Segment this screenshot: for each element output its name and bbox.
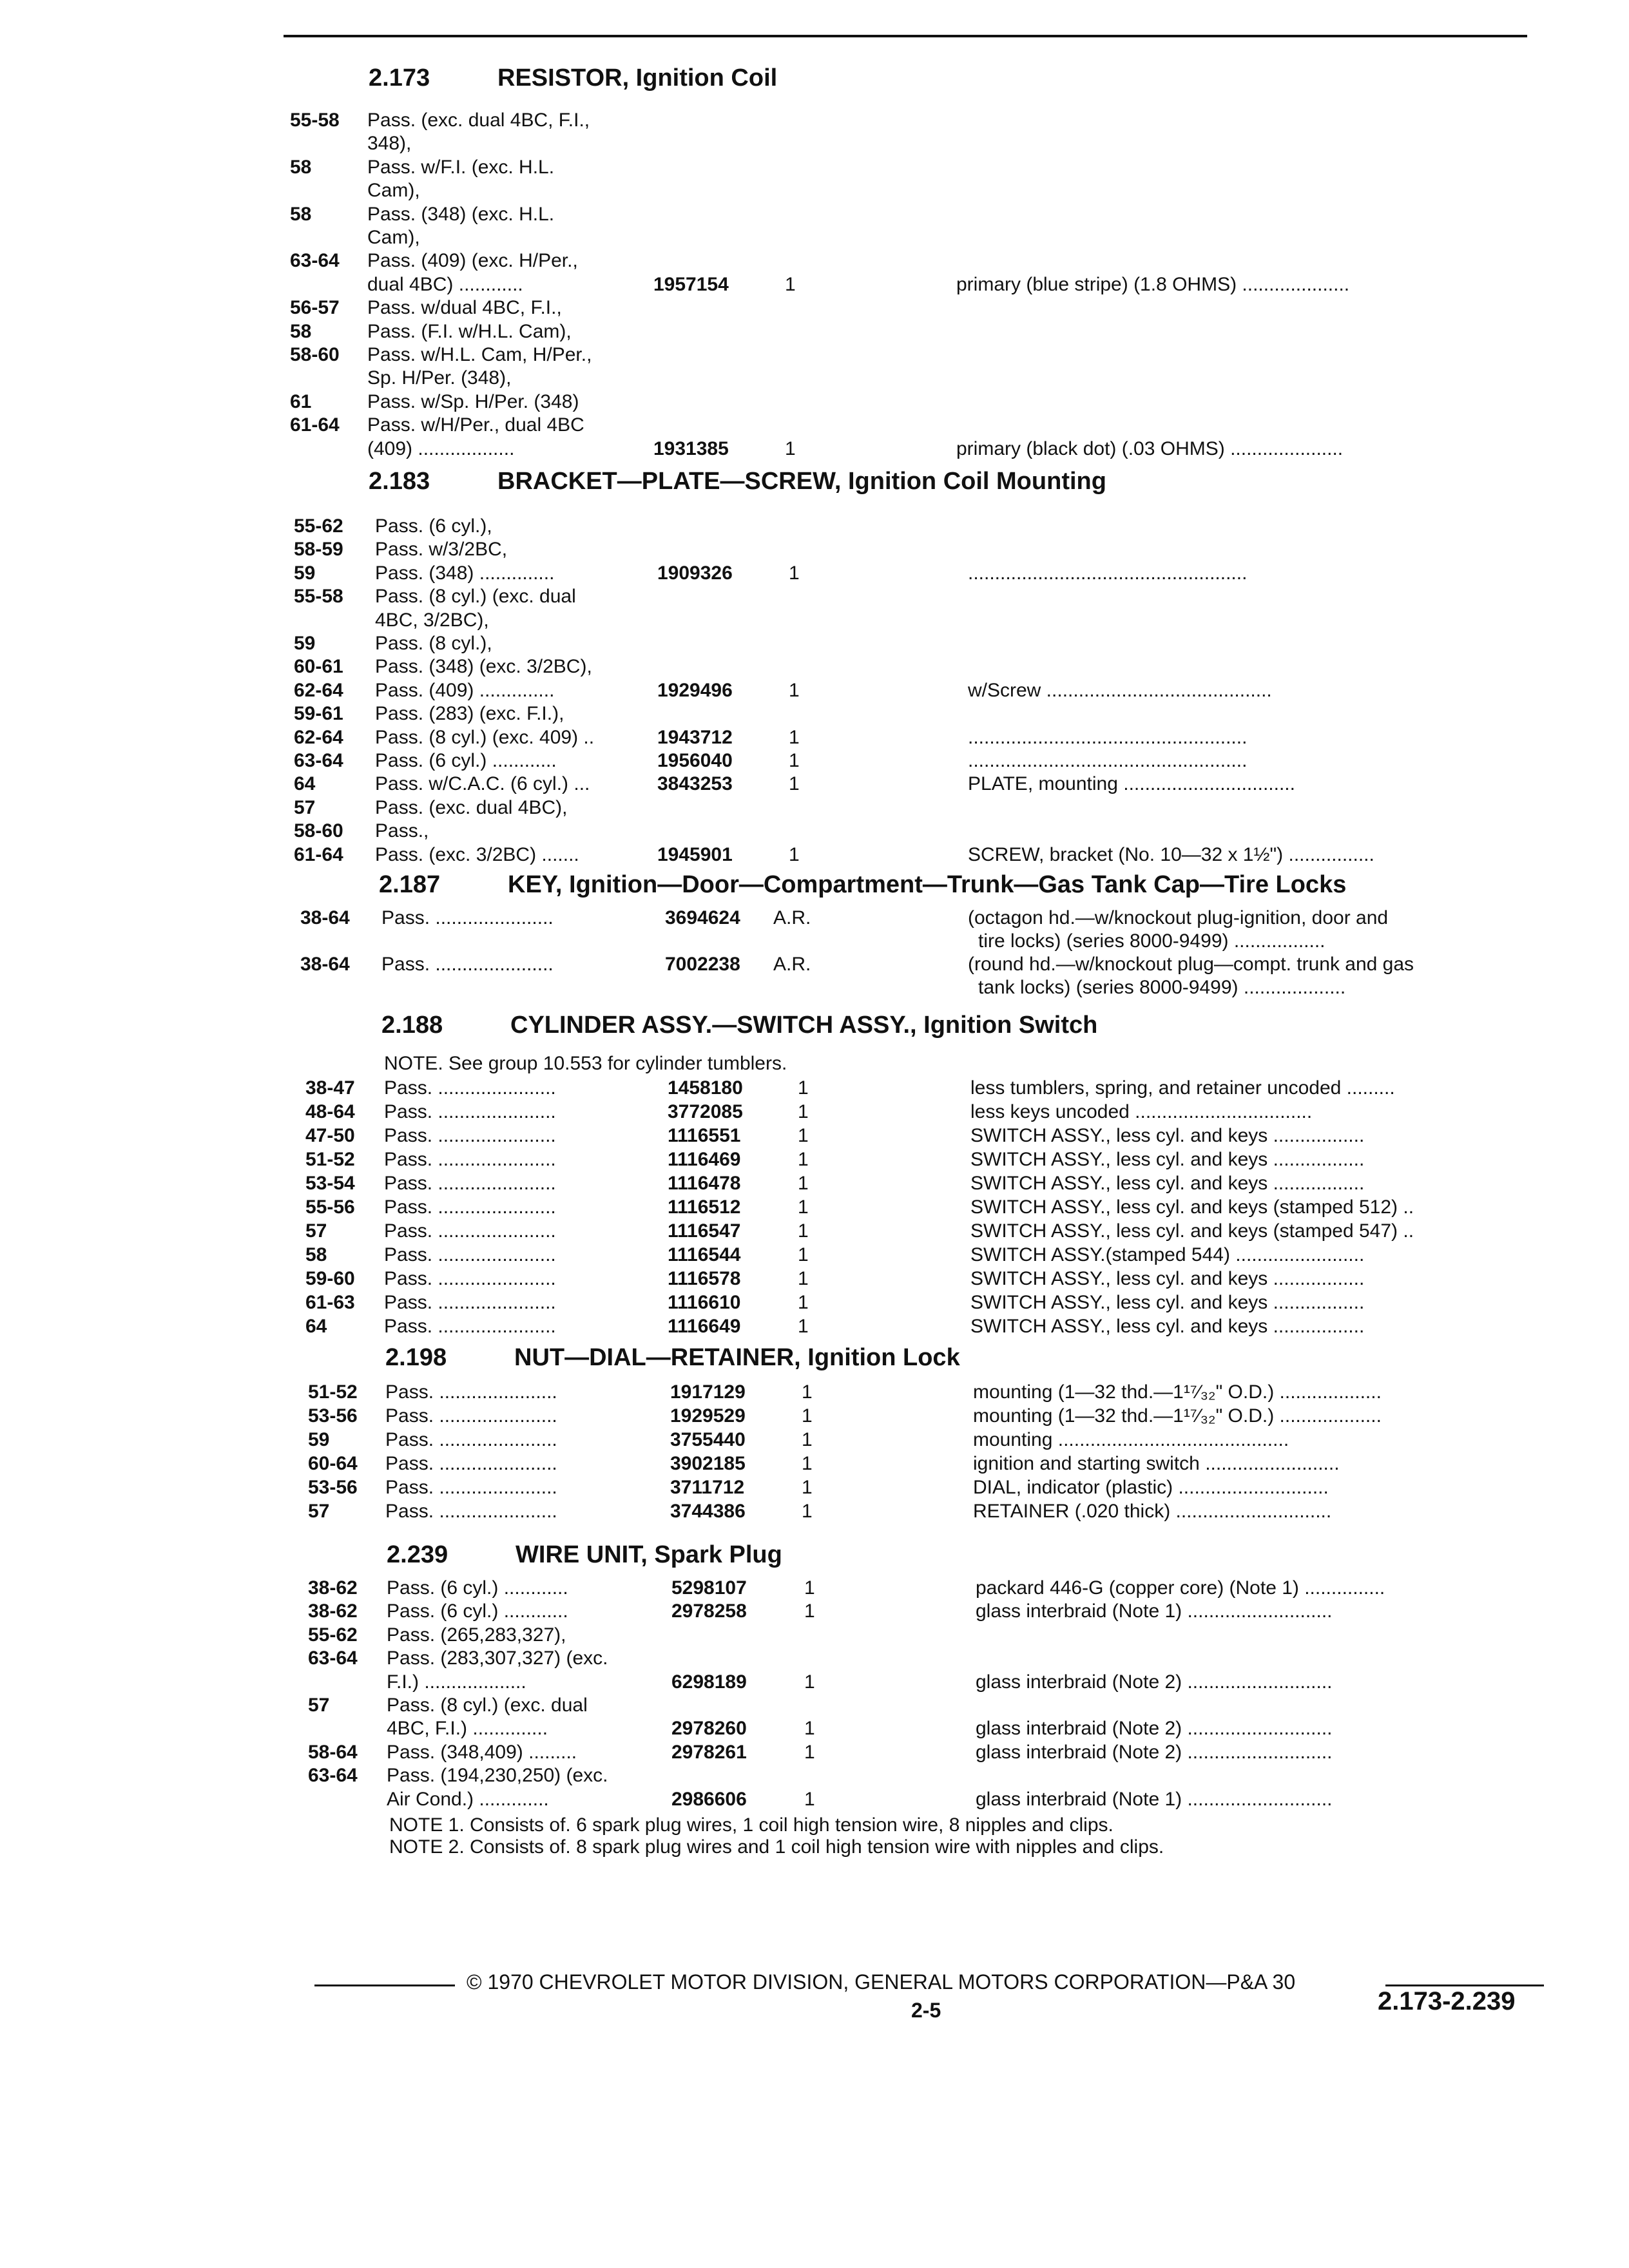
model-years: 64 <box>305 1316 327 1337</box>
application: Pass. (8 cyl.) (exc. dual <box>387 1695 588 1716</box>
model-years: 38-62 <box>308 1600 358 1622</box>
section-number: 2.183 <box>369 468 430 495</box>
application: Pass. (6 cyl.) ............ <box>375 750 557 771</box>
application: Pass. (F.I. w/H.L. Cam), <box>367 321 572 342</box>
application: Pass. ...................... <box>381 907 554 928</box>
table-row <box>294 586 1547 609</box>
model-years: 58 <box>305 1244 327 1265</box>
quantity: 1 <box>789 727 800 748</box>
model-years: 61 <box>290 391 312 412</box>
table-row <box>290 297 1547 320</box>
model-years: 58-64 <box>308 1742 358 1763</box>
application: Pass. ...................... <box>384 1173 556 1194</box>
model-years: 58-60 <box>294 820 343 841</box>
model-years: 57 <box>294 797 316 818</box>
table-row <box>294 656 1547 679</box>
part-number: 1956040 <box>657 750 733 771</box>
part-number: 1931385 <box>653 438 729 459</box>
table-row <box>290 438 1547 461</box>
model-years: 56-57 <box>290 297 340 318</box>
application: Pass. w/C.A.C. (6 cyl.) ... <box>375 773 590 794</box>
part-number: 7002238 <box>665 954 740 975</box>
model-years: 53-54 <box>305 1173 355 1194</box>
description: SWITCH ASSY., less cyl. and keys ................. <box>970 1173 1365 1194</box>
part-number: 1116649 <box>668 1316 741 1337</box>
top-rule <box>284 35 1527 37</box>
application: Pass. ...................... <box>385 1501 557 1522</box>
application: 4BC, F.I.) .............. <box>387 1718 548 1739</box>
model-years: 61-64 <box>294 844 343 865</box>
table-row <box>290 250 1547 273</box>
table-row <box>308 1765 1547 1788</box>
description: tank locks) (series 8000-9499) ................... <box>978 977 1346 998</box>
application: Pass., <box>375 820 429 841</box>
model-years: 47-50 <box>305 1125 355 1146</box>
model-years: 61-63 <box>305 1292 355 1313</box>
model-years: 57 <box>305 1220 327 1242</box>
quantity: 1 <box>798 1101 809 1122</box>
table-row <box>294 610 1547 633</box>
part-number: 1116469 <box>668 1149 741 1170</box>
description: (octagon hd.—w/knockout plug-ignition, door and <box>968 907 1389 928</box>
quantity: 1 <box>804 1718 815 1739</box>
table-row <box>305 1149 1547 1172</box>
application: F.I.) ................... <box>387 1671 526 1693</box>
model-years: 63-64 <box>308 1765 358 1786</box>
table-row <box>308 1695 1547 1718</box>
section-title: NUT—DIAL—RETAINER, Ignition Lock <box>514 1344 960 1371</box>
application: Pass. (exc. dual 4BC), <box>375 797 568 818</box>
table-row <box>308 1600 1547 1624</box>
model-years: 61-64 <box>290 414 340 436</box>
description: packard 446-G (copper core) (Note 1) ............... <box>976 1577 1385 1599</box>
quantity: 1 <box>798 1292 809 1313</box>
part-number: 2986606 <box>671 1789 747 1810</box>
description: SWITCH ASSY., less cyl. and keys ................. <box>970 1316 1365 1337</box>
table-row <box>308 1789 1547 1812</box>
application: Pass. ...................... <box>384 1244 556 1265</box>
model-years: 60-64 <box>308 1453 358 1474</box>
application: Pass. (8 cyl.), <box>375 633 492 654</box>
application: Pass. (348) .............. <box>375 562 555 584</box>
model-years: 62-64 <box>294 727 343 748</box>
model-years: 57 <box>308 1501 330 1522</box>
part-number: 3755440 <box>670 1429 746 1450</box>
quantity: 1 <box>789 773 800 794</box>
table-row <box>290 227 1547 250</box>
quantity: 1 <box>804 1671 815 1693</box>
application: Pass. ...................... <box>385 1381 557 1403</box>
description: mounting ........................................... <box>973 1429 1289 1450</box>
model-years: 59 <box>294 562 316 584</box>
model-years: 38-62 <box>308 1577 358 1599</box>
table-row <box>308 1624 1547 1648</box>
application: Pass. ...................... <box>385 1405 557 1427</box>
application: Pass. (6 cyl.) ............ <box>387 1577 568 1599</box>
model-years: 38-64 <box>300 954 350 975</box>
part-number: 1957154 <box>653 274 729 295</box>
quantity: 1 <box>802 1381 813 1403</box>
quantity: A.R. <box>773 954 811 975</box>
model-years: 58-60 <box>290 344 340 365</box>
model-years: 38-64 <box>300 907 350 928</box>
section-number: 2.173 <box>369 64 430 91</box>
description: SWITCH ASSY., less cyl. and keys ................. <box>970 1149 1365 1170</box>
application: Air Cond.) ............. <box>387 1789 549 1810</box>
page-number: 2-5 <box>911 1999 941 2022</box>
section-title: WIRE UNIT, Spark Plug <box>516 1541 782 1568</box>
section-heading <box>381 1012 1541 1048</box>
model-years: 55-58 <box>294 586 343 607</box>
table-row <box>290 204 1547 227</box>
table-row <box>300 954 1547 977</box>
application: Pass. ...................... <box>381 954 554 975</box>
description: (round hd.—w/knockout plug—compt. trunk and gas <box>968 954 1414 975</box>
section-heading <box>379 871 1539 907</box>
model-years: 55-62 <box>294 515 343 537</box>
footnote: NOTE 2. Consists of. 8 spark plug wires and 1 coil high tension wire with nipples and clips. <box>389 1836 1164 1858</box>
quantity: A.R. <box>773 907 811 928</box>
section-number: 2.198 <box>385 1344 447 1371</box>
table-row <box>305 1268 1547 1291</box>
table-row <box>294 797 1547 820</box>
part-number: 1929496 <box>657 680 733 701</box>
table-row <box>308 1577 1547 1600</box>
quantity: 1 <box>802 1501 813 1522</box>
model-years: 60-61 <box>294 656 343 677</box>
quantity: 1 <box>802 1477 813 1498</box>
footnote: NOTE 1. Consists of. 6 spark plug wires, 1 coil high tension wire, 8 nipples and clips. <box>389 1814 1113 1836</box>
table-row <box>308 1405 1547 1428</box>
quantity: 1 <box>802 1405 813 1427</box>
application: Pass. (6 cyl.), <box>375 515 492 537</box>
model-years: 58 <box>290 321 312 342</box>
section-title: KEY, Ignition—Door—Compartment—Trunk—Gas Tank Cap—Tire Locks <box>508 871 1347 898</box>
quantity: 1 <box>785 438 796 459</box>
part-number: 1116610 <box>668 1292 741 1313</box>
description: SWITCH ASSY., less cyl. and keys (stamped 512) .. <box>970 1196 1414 1218</box>
section-title: CYLINDER ASSY.—SWITCH ASSY., Ignition Switch <box>510 1012 1098 1039</box>
description: SWITCH ASSY., less cyl. and keys (stamped 547) .. <box>970 1220 1414 1242</box>
model-years: 58-59 <box>294 539 343 560</box>
part-number: 6298189 <box>671 1671 747 1693</box>
description: tire locks) (series 8000-9499) ................. <box>978 930 1325 952</box>
application: Pass. (283,307,327) (exc. <box>387 1648 608 1669</box>
model-years: 59-61 <box>294 703 343 724</box>
part-number: 2978261 <box>671 1742 747 1763</box>
description: SWITCH ASSY., less cyl. and keys ................. <box>970 1268 1365 1289</box>
part-number: 1116512 <box>668 1196 741 1218</box>
table-row <box>305 1196 1547 1220</box>
table-row <box>308 1648 1547 1671</box>
table-row <box>290 391 1547 414</box>
application: Pass. w/dual 4BC, F.I., <box>367 297 562 318</box>
quantity: 1 <box>804 1600 815 1622</box>
application: 4BC, 3/2BC), <box>375 610 489 631</box>
application: Pass. w/3/2BC, <box>375 539 508 560</box>
model-years: 55-56 <box>305 1196 355 1218</box>
table-row <box>294 562 1547 586</box>
section-heading <box>385 1344 1545 1380</box>
section-heading <box>369 64 1528 101</box>
application: Pass. ...................... <box>384 1101 556 1122</box>
description: DIAL, indicator (plastic) ............................ <box>973 1477 1329 1498</box>
table-row <box>308 1501 1547 1524</box>
table-row <box>294 844 1547 867</box>
part-number: 1917129 <box>670 1381 746 1403</box>
model-years: 63-64 <box>294 750 343 771</box>
quantity: 1 <box>789 562 800 584</box>
quantity: 1 <box>798 1149 809 1170</box>
part-number: 3772085 <box>668 1101 743 1122</box>
application: (409) .................. <box>367 438 515 459</box>
description: primary (black dot) (.03 OHMS) ..................... <box>956 438 1344 459</box>
quantity: 1 <box>789 844 800 865</box>
application: Pass. ...................... <box>384 1196 556 1218</box>
application: Pass. w/H.L. Cam, H/Per., <box>367 344 592 365</box>
application: Pass. (6 cyl.) ............ <box>387 1600 568 1622</box>
application: Pass. ...................... <box>384 1125 556 1146</box>
application: Pass. ...................... <box>385 1429 557 1450</box>
quantity: 1 <box>798 1220 809 1242</box>
section-range: 2.173-2.239 <box>1378 1987 1516 2015</box>
model-years: 59 <box>308 1429 330 1450</box>
application: Pass. (exc. dual 4BC, F.I., <box>367 110 590 131</box>
section-number: 2.187 <box>379 871 441 898</box>
table-row <box>308 1453 1547 1476</box>
application: Pass. w/F.I. (exc. H.L. <box>367 157 555 178</box>
section-heading <box>369 468 1528 504</box>
table-row <box>294 633 1547 656</box>
table-row <box>308 1718 1547 1741</box>
description: mounting (1—32 thd.—1¹⁷⁄₃₂" O.D.) ................... <box>973 1381 1382 1403</box>
quantity: 1 <box>798 1316 809 1337</box>
table-row <box>290 110 1547 133</box>
part-number: 1116478 <box>668 1173 741 1194</box>
description: SWITCH ASSY., less cyl. and keys ................. <box>970 1125 1365 1146</box>
part-number: 3694624 <box>665 907 740 928</box>
table-row <box>305 1173 1547 1196</box>
description: glass interbraid (Note 1) ........................... <box>976 1789 1333 1810</box>
description: mounting (1—32 thd.—1¹⁷⁄₃₂" O.D.) ................... <box>973 1405 1382 1427</box>
description: glass interbraid (Note 1) ........................... <box>976 1600 1333 1622</box>
model-years: 55-62 <box>308 1624 358 1646</box>
description: primary (blue stripe) (1.8 OHMS) .................... <box>956 274 1350 295</box>
quantity: 1 <box>798 1125 809 1146</box>
model-years: 55-58 <box>290 110 340 131</box>
part-number: 3711712 <box>670 1477 745 1498</box>
model-years: 59 <box>294 633 316 654</box>
application: Pass. (409) .............. <box>375 680 555 701</box>
application: Pass. (exc. 3/2BC) ....... <box>375 844 579 865</box>
application: Pass. ...................... <box>385 1477 557 1498</box>
table-row <box>290 180 1547 203</box>
application: Pass. ...................... <box>384 1149 556 1170</box>
table-row <box>300 907 1547 930</box>
application: Pass. w/H/Per., dual 4BC <box>367 414 584 436</box>
application: Sp. H/Per. (348), <box>367 367 512 389</box>
quantity: 1 <box>789 680 800 701</box>
application: 348), <box>367 133 412 154</box>
model-years: 63-64 <box>290 250 340 271</box>
table-row <box>294 750 1547 773</box>
part-number: 1458180 <box>668 1077 743 1099</box>
table-row <box>305 1220 1547 1244</box>
model-years: 62-64 <box>294 680 343 701</box>
table-row <box>305 1292 1547 1315</box>
application: Pass. ...................... <box>385 1453 557 1474</box>
section-number: 2.188 <box>381 1012 443 1039</box>
description: .................................................... <box>968 562 1248 584</box>
application: Pass. (348) (exc. 3/2BC), <box>375 656 592 677</box>
model-years: 51-52 <box>305 1149 355 1170</box>
footer-copyright: © 1970 CHEVROLET MOTOR DIVISION, GENERAL MOTORS CORPORATION—P&A 30 <box>467 1970 1296 1994</box>
section-title: RESISTOR, Ignition Coil <box>497 64 778 91</box>
application: Pass. (348,409) ......... <box>387 1742 577 1763</box>
table-row <box>290 321 1547 344</box>
part-number: 1116551 <box>668 1125 741 1146</box>
quantity: 1 <box>798 1268 809 1289</box>
table-row <box>294 515 1547 539</box>
part-number: 5298107 <box>671 1577 747 1599</box>
part-number: 1943712 <box>657 727 733 748</box>
description: PLATE, mounting ................................ <box>968 773 1295 794</box>
application: Pass. (8 cyl.) (exc. dual <box>375 586 576 607</box>
model-years: 53-56 <box>308 1477 358 1498</box>
model-years: 57 <box>308 1695 330 1716</box>
part-number: 2978258 <box>671 1600 747 1622</box>
description: less keys uncoded ................................. <box>970 1101 1313 1122</box>
table-row <box>300 977 1547 1000</box>
table-row <box>290 344 1547 367</box>
application: Pass. (8 cyl.) (exc. 409) .. <box>375 727 595 748</box>
quantity: 1 <box>804 1789 815 1810</box>
table-row <box>308 1381 1547 1405</box>
application: Pass. (194,230,250) (exc. <box>387 1765 608 1786</box>
model-years: 58 <box>290 157 312 178</box>
footer-rule-right <box>1385 1984 1544 1986</box>
table-row <box>290 157 1547 180</box>
quantity: 1 <box>785 274 796 295</box>
part-number: 2978260 <box>671 1718 747 1739</box>
part-number: 3902185 <box>670 1453 746 1474</box>
description: glass interbraid (Note 2) ........................... <box>976 1718 1333 1739</box>
application: Pass. ...................... <box>384 1316 556 1337</box>
description: RETAINER (.020 thick) ............................. <box>973 1501 1332 1522</box>
table-row <box>305 1125 1547 1148</box>
model-years: 58 <box>290 204 312 225</box>
table-row <box>305 1077 1547 1100</box>
table-row <box>308 1477 1547 1500</box>
model-years: 38-47 <box>305 1077 355 1099</box>
part-number: 1945901 <box>657 844 733 865</box>
quantity: 1 <box>804 1577 815 1599</box>
table-row <box>294 539 1547 562</box>
description: SCREW, bracket (No. 10—32 x 1½") ................ <box>968 844 1374 865</box>
table-row <box>305 1244 1547 1267</box>
part-number: 1116547 <box>668 1220 741 1242</box>
table-row <box>290 367 1547 390</box>
table-row <box>290 133 1547 156</box>
table-row <box>294 680 1547 703</box>
application: Pass. (348) (exc. H.L. <box>367 204 555 225</box>
part-number: 3843253 <box>657 773 733 794</box>
description: SWITCH ASSY., less cyl. and keys ................. <box>970 1292 1365 1313</box>
description: .................................................... <box>968 727 1248 748</box>
description: .................................................... <box>968 750 1248 771</box>
table-row <box>294 727 1547 750</box>
table-row <box>294 703 1547 726</box>
application: Pass. (409) (exc. H/Per., <box>367 250 578 271</box>
quantity: 1 <box>802 1453 813 1474</box>
part-number: 1929529 <box>670 1405 746 1427</box>
table-row <box>294 773 1547 796</box>
part-number: 1116544 <box>668 1244 741 1265</box>
quantity: 1 <box>802 1429 813 1450</box>
section-title: BRACKET—PLATE—SCREW, Ignition Coil Mounting <box>497 468 1106 495</box>
application: Pass. ...................... <box>384 1268 556 1289</box>
table-row <box>290 414 1547 437</box>
application: Pass. (283) (exc. F.I.), <box>375 703 564 724</box>
model-years: 64 <box>294 773 316 794</box>
application: Pass. ...................... <box>384 1292 556 1313</box>
part-number: 3744386 <box>670 1501 746 1522</box>
quantity: 1 <box>789 750 800 771</box>
table-row <box>305 1316 1547 1339</box>
application: Pass. ...................... <box>384 1220 556 1242</box>
table-row <box>308 1742 1547 1765</box>
section-heading <box>387 1541 1547 1577</box>
quantity: 1 <box>798 1196 809 1218</box>
description: w/Screw .......................................... <box>968 680 1272 701</box>
application: Cam), <box>367 180 420 201</box>
model-years: 53-56 <box>308 1405 358 1427</box>
description: SWITCH ASSY.(stamped 544) ........................ <box>970 1244 1365 1265</box>
part-number: 1116578 <box>668 1268 741 1289</box>
model-years: 59-60 <box>305 1268 355 1289</box>
table-row <box>294 820 1547 843</box>
application: Pass. ...................... <box>384 1077 556 1099</box>
application: Pass. (265,283,327), <box>387 1624 566 1646</box>
part-number: 1909326 <box>657 562 733 584</box>
table-row <box>305 1101 1547 1124</box>
table-row <box>308 1671 1547 1695</box>
quantity: 1 <box>804 1742 815 1763</box>
application: Pass. w/Sp. H/Per. (348) <box>367 391 579 412</box>
application: dual 4BC) ............ <box>367 274 523 295</box>
footer-rule-left <box>314 1984 455 1986</box>
table-row <box>300 930 1547 954</box>
table-row <box>308 1429 1547 1452</box>
description: less tumblers, spring, and retainer uncoded ......... <box>970 1077 1395 1099</box>
description: glass interbraid (Note 2) ........................... <box>976 1742 1333 1763</box>
model-years: 51-52 <box>308 1381 358 1403</box>
quantity: 1 <box>798 1244 809 1265</box>
quantity: 1 <box>798 1077 809 1099</box>
section-number: 2.239 <box>387 1541 448 1568</box>
description: glass interbraid (Note 2) ........................... <box>976 1671 1333 1693</box>
quantity: 1 <box>798 1173 809 1194</box>
application: Cam), <box>367 227 420 248</box>
section-note: NOTE. See group 10.553 for cylinder tumblers. <box>384 1053 787 1074</box>
model-years: 48-64 <box>305 1101 355 1122</box>
table-row <box>290 274 1547 297</box>
description: ignition and starting switch ......................... <box>973 1453 1340 1474</box>
model-years: 63-64 <box>308 1648 358 1669</box>
